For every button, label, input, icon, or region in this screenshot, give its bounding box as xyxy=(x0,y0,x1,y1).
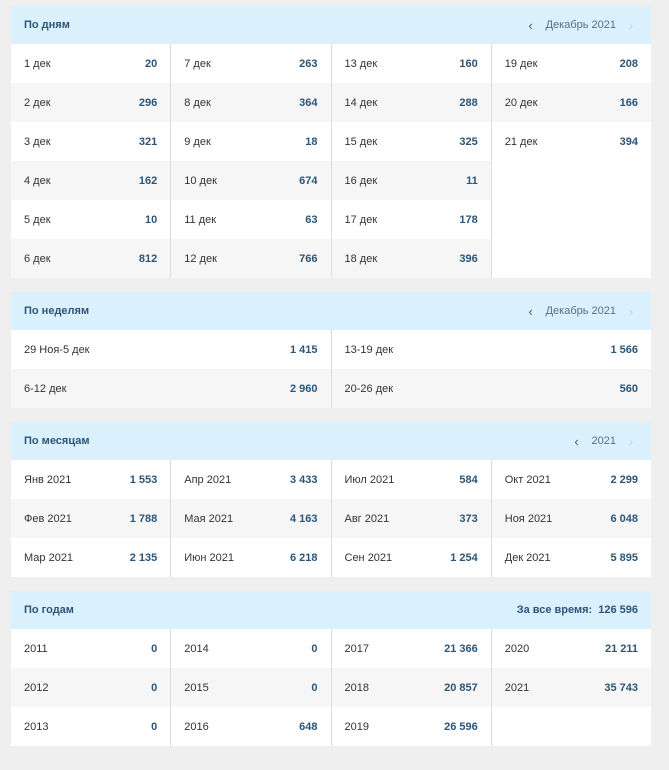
years-row xyxy=(171,629,330,668)
chevron-left-icon[interactable]: ‹ xyxy=(528,303,533,319)
days-row xyxy=(492,122,651,161)
visit-count: 288 xyxy=(459,96,478,109)
days-row xyxy=(332,200,491,239)
period-label: Фев 2021 xyxy=(24,512,72,525)
days-row xyxy=(11,200,170,239)
period-label: 21 дек xyxy=(504,135,538,148)
days-column xyxy=(491,44,651,278)
period-label: 20-26 дек xyxy=(344,382,394,395)
visit-count: 10 xyxy=(145,213,158,226)
weeks-row xyxy=(332,369,652,408)
years-row xyxy=(171,707,330,746)
weeks-header xyxy=(11,292,651,330)
days-row xyxy=(492,44,651,83)
period-label: 16 дек xyxy=(344,174,378,187)
years-row xyxy=(11,707,170,746)
days-row xyxy=(332,161,491,200)
visit-count: 11 xyxy=(466,174,478,187)
months-row xyxy=(492,499,651,538)
months-row xyxy=(171,460,330,499)
visit-count: 394 xyxy=(619,135,638,148)
days-row xyxy=(492,83,651,122)
years-grid xyxy=(11,629,651,746)
weeks-period-label: Декабрь 2021 xyxy=(545,305,616,317)
days-row xyxy=(171,83,330,122)
visit-count: 26 596 xyxy=(444,720,478,733)
visit-count: 20 857 xyxy=(444,681,478,694)
all-time-total xyxy=(517,604,638,616)
weeks-column xyxy=(11,330,331,408)
visit-count: 21 211 xyxy=(604,642,638,655)
period-label: 20 дек xyxy=(504,96,538,109)
years-row xyxy=(492,668,651,707)
visit-count: 2 299 xyxy=(610,473,638,486)
visit-count: 63 xyxy=(305,213,318,226)
days-row xyxy=(171,200,330,239)
period-label: Мая 2021 xyxy=(184,512,234,525)
period-label: 11 дек xyxy=(184,213,217,226)
visit-count: 208 xyxy=(619,57,638,70)
months-title: По месяцам xyxy=(24,435,90,447)
days-period-label: Декабрь 2021 xyxy=(545,19,616,31)
period-label: 6-12 дек xyxy=(24,382,67,395)
days-row xyxy=(11,83,170,122)
visit-count: 263 xyxy=(299,57,318,70)
period-label: 2011 xyxy=(24,642,48,655)
period-label: 2013 xyxy=(24,720,49,733)
days-period-nav xyxy=(524,18,638,33)
period-label: 13-19 дек xyxy=(344,343,394,356)
visit-count: 4 163 xyxy=(289,512,318,525)
years-header xyxy=(11,591,651,629)
visit-count: 0 xyxy=(311,642,318,655)
visit-count: 1 254 xyxy=(450,551,478,564)
period-label: 5 дек xyxy=(24,213,51,226)
weeks-row xyxy=(332,330,652,369)
days-row xyxy=(11,44,170,83)
months-column xyxy=(11,460,170,577)
visit-count: 812 xyxy=(138,252,158,265)
visit-count: 18 xyxy=(305,135,318,148)
days-row xyxy=(171,161,330,200)
period-label: 12 дек xyxy=(184,252,217,265)
empty-cell xyxy=(492,200,651,239)
months-row xyxy=(332,460,491,499)
visit-count: 160 xyxy=(459,57,478,70)
period-label: 2 дек xyxy=(24,96,51,109)
days-panel xyxy=(11,6,651,278)
period-label: 17 дек xyxy=(344,213,378,226)
visit-count: 0 xyxy=(151,720,158,733)
days-row xyxy=(332,83,491,122)
period-label: Авг 2021 xyxy=(344,512,390,525)
weeks-row xyxy=(11,330,331,369)
days-row xyxy=(11,122,170,161)
visit-count: 35 743 xyxy=(604,681,638,694)
visit-count: 396 xyxy=(459,252,478,265)
days-title: По дням xyxy=(24,19,70,31)
period-label: 19 дек xyxy=(504,57,538,70)
days-header xyxy=(11,6,651,44)
years-row xyxy=(171,668,330,707)
visit-count: 321 xyxy=(138,135,158,148)
visit-count: 2 135 xyxy=(129,551,158,564)
visit-count: 648 xyxy=(299,720,318,733)
period-label: Дек 2021 xyxy=(504,551,551,564)
visit-count: 5 895 xyxy=(610,551,638,564)
period-label: 2019 xyxy=(344,720,369,733)
period-label: Июн 2021 xyxy=(184,551,235,564)
months-row xyxy=(11,460,170,499)
visit-count: 325 xyxy=(459,135,478,148)
period-label: Янв 2021 xyxy=(24,473,72,486)
weeks-period-nav xyxy=(524,304,638,319)
days-row xyxy=(11,161,170,200)
months-panel xyxy=(11,422,651,577)
months-row xyxy=(11,538,170,577)
period-label: Июл 2021 xyxy=(344,473,395,486)
years-row xyxy=(332,629,491,668)
period-label: 2014 xyxy=(184,642,209,655)
visit-count: 1 566 xyxy=(610,343,638,356)
visit-count: 2 960 xyxy=(289,382,318,395)
period-label: 2020 xyxy=(504,642,530,655)
years-column xyxy=(11,629,170,746)
months-row xyxy=(171,538,330,577)
visit-count: 1 553 xyxy=(129,473,158,486)
empty-cell xyxy=(492,239,651,278)
months-column xyxy=(331,460,491,577)
visit-count: 296 xyxy=(138,96,158,109)
period-label: 3 дек xyxy=(24,135,51,148)
months-grid xyxy=(11,460,651,577)
months-period-nav xyxy=(570,434,638,449)
visit-count: 0 xyxy=(151,642,158,655)
period-label: Апр 2021 xyxy=(184,473,232,486)
months-row xyxy=(492,538,651,577)
period-label: 15 дек xyxy=(344,135,378,148)
period-label: 18 дек xyxy=(344,252,378,265)
years-row xyxy=(492,629,651,668)
weeks-panel xyxy=(11,292,651,408)
period-label: 2017 xyxy=(344,642,369,655)
days-grid xyxy=(11,44,651,278)
period-label: 2021 xyxy=(504,681,530,694)
period-label: Мар 2021 xyxy=(24,551,74,564)
days-row xyxy=(171,239,330,278)
days-column xyxy=(170,44,330,278)
visit-count: 20 xyxy=(145,57,158,70)
years-row xyxy=(11,629,170,668)
period-label: 4 дек xyxy=(24,174,51,187)
months-column xyxy=(491,460,651,577)
stats-container xyxy=(11,6,651,760)
period-label: 29 Ноя-5 дек xyxy=(24,343,90,356)
years-panel xyxy=(11,591,651,746)
period-label: 9 дек xyxy=(184,135,211,148)
period-label: 2016 xyxy=(184,720,209,733)
visit-count: 674 xyxy=(299,174,318,187)
visit-count: 584 xyxy=(459,473,478,486)
months-period-label: 2021 xyxy=(591,435,616,447)
months-row xyxy=(11,499,170,538)
years-column xyxy=(331,629,491,746)
days-row xyxy=(332,239,491,278)
period-label: 2012 xyxy=(24,681,49,694)
visit-count: 166 xyxy=(619,96,638,109)
period-label: 6 дек xyxy=(24,252,51,265)
visit-count: 178 xyxy=(459,213,478,226)
period-label: Ноя 2021 xyxy=(504,512,553,525)
period-label: Окт 2021 xyxy=(504,473,551,486)
visit-count: 560 xyxy=(619,382,638,395)
chevron-left-icon[interactable]: ‹ xyxy=(574,433,579,449)
period-label: 10 дек xyxy=(184,174,217,187)
chevron-left-icon[interactable]: ‹ xyxy=(528,17,533,33)
visit-count: 162 xyxy=(138,174,158,187)
weeks-column xyxy=(331,330,652,408)
empty-cell xyxy=(492,707,651,746)
visit-count: 0 xyxy=(151,681,158,694)
months-row xyxy=(332,538,491,577)
days-column xyxy=(331,44,491,278)
days-column xyxy=(11,44,170,278)
months-header xyxy=(11,422,651,460)
months-row xyxy=(492,460,651,499)
weeks-title: По неделям xyxy=(24,305,90,317)
years-row xyxy=(332,707,491,746)
period-label: 8 дек xyxy=(184,96,211,109)
period-label: 2015 xyxy=(184,681,209,694)
all-time-label: За все время: xyxy=(516,604,593,616)
months-column xyxy=(170,460,330,577)
days-row xyxy=(332,122,491,161)
chevron-right-icon[interactable]: › xyxy=(628,303,634,319)
visit-count: 6 048 xyxy=(610,512,638,525)
years-column xyxy=(491,629,651,746)
empty-cell xyxy=(492,161,651,200)
visit-count: 1 788 xyxy=(129,512,158,525)
visit-count: 0 xyxy=(311,681,318,694)
months-row xyxy=(171,499,330,538)
period-label: 14 дек xyxy=(344,96,378,109)
years-row xyxy=(11,668,170,707)
days-row xyxy=(332,44,491,83)
visit-count: 6 218 xyxy=(289,551,318,564)
days-row xyxy=(171,44,330,83)
period-label: 13 дек xyxy=(344,57,378,70)
visit-count: 1 415 xyxy=(289,343,318,356)
chevron-right-icon[interactable]: › xyxy=(628,17,634,33)
days-row xyxy=(11,239,170,278)
days-row xyxy=(171,122,330,161)
years-column xyxy=(170,629,330,746)
visit-count: 364 xyxy=(299,96,318,109)
all-time-value: 126 596 xyxy=(598,604,638,616)
period-label: Сен 2021 xyxy=(344,551,393,564)
period-label: 1 дек xyxy=(24,57,51,70)
weeks-grid xyxy=(11,330,651,408)
visit-count: 766 xyxy=(299,252,318,265)
years-row xyxy=(332,668,491,707)
visit-count: 3 433 xyxy=(289,473,318,486)
period-label: 7 дек xyxy=(184,57,211,70)
visit-count: 21 366 xyxy=(444,642,478,655)
period-label: 2018 xyxy=(344,681,369,694)
months-row xyxy=(332,499,491,538)
years-title: По годам xyxy=(24,604,74,616)
visit-count: 373 xyxy=(459,512,478,525)
weeks-row xyxy=(11,369,331,408)
chevron-right-icon[interactable]: › xyxy=(628,433,634,449)
